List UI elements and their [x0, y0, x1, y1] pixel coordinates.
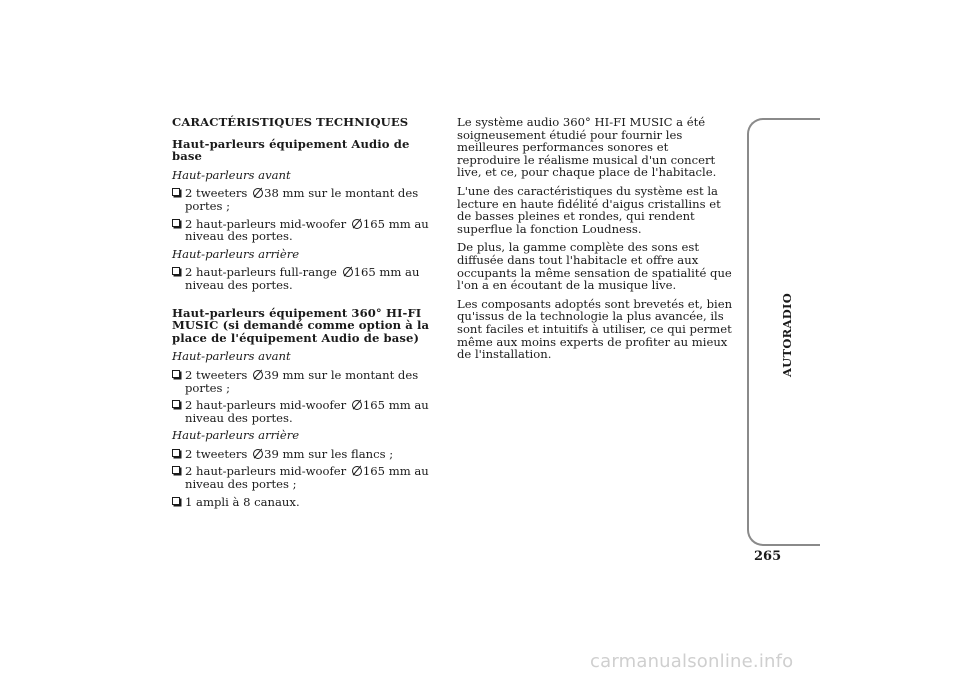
- section2-rear-subheading: Haut-parleurs arrière: [172, 428, 300, 443]
- diameter-icon: [343, 267, 353, 277]
- list-item: [172, 465, 442, 490]
- item-text: 39 mm sur le montant des portes ;: [185, 367, 419, 395]
- list-item: [172, 399, 442, 424]
- item-text: 38 mm sur le montant des portes ;: [185, 186, 419, 213]
- diameter-icon: [352, 219, 362, 229]
- section1-front-subheading: Haut-parleurs avant: [172, 167, 291, 182]
- checkbox-bullet-icon: [172, 267, 180, 275]
- item-text: 2 tweeters: [185, 186, 252, 201]
- item-text: 165 mm au niveau des portes.: [185, 265, 420, 292]
- list-item: [172, 448, 442, 461]
- chapter-tab-label: [777, 290, 797, 380]
- paragraph: L'une des caractéristiques du système est la lecture en haute fidélité d'aigus cristallins et de basses pleines et rondes, qui rendent superflue la fonction Loudness.: [457, 183, 721, 236]
- page-number: 265: [754, 549, 782, 564]
- section1-heading: Haut-parleurs équipement Audio de base: [172, 136, 410, 164]
- diameter-icon: [352, 466, 362, 476]
- list-item: [172, 369, 442, 394]
- item-text: 165 mm au niveau des portes ;: [185, 464, 429, 492]
- item-text: 2 haut-parleurs mid-woofer: [185, 398, 350, 413]
- diameter-icon: [253, 449, 263, 459]
- item-text: 165 mm au niveau des portes.: [185, 216, 429, 244]
- item-text: 39 mm sur les flancs ;: [264, 446, 394, 461]
- list-item: [172, 266, 442, 291]
- list-item: [172, 187, 442, 212]
- section1-rear-subheading: Haut-parleurs arrière: [172, 246, 300, 261]
- checkbox-bullet-icon: [172, 466, 180, 474]
- paragraph: Les composants adoptés sont brevetés et, bien qu'issus de la technologie la plus avancée, ils sont faciles et intuitifs à utiliser, ce qui permet même aux moins experts de profiter au mieux de l'installation.: [457, 296, 733, 362]
- list-item: [172, 218, 442, 243]
- watermark: carmanualsonline.info: [590, 651, 794, 672]
- chapter-label-text: AUTORADIO: [780, 292, 795, 378]
- section-title: CARACTÉRISTIQUES TECHNIQUES: [172, 115, 409, 129]
- section2-front-subheading: Haut-parleurs avant: [172, 349, 291, 364]
- item-text: 1 ampli à 8 canaux.: [185, 494, 300, 509]
- diameter-icon: [352, 400, 362, 410]
- item-text: 2 tweeters: [185, 446, 252, 461]
- paragraph: De plus, la gamme complète des sons est diffusée dans tout l'habitacle et offre aux occupants la même sensation de spatialité que l'on a en écoutant de la musique live.: [457, 240, 732, 293]
- checkbox-bullet-icon: [172, 449, 180, 457]
- left-column: [172, 116, 442, 513]
- section2-heading: Haut-parleurs équipement 360° HI-FI MUSIC (si demandé comme option à la place de l'équipement Audio de base): [172, 305, 430, 345]
- item-text: 2 haut-parleurs mid-woofer: [185, 464, 350, 479]
- item-text: 2 tweeters: [185, 367, 252, 382]
- paragraph: Le système audio 360° HI-FI MUSIC a été soigneusement étudié pour fournir les meilleures performances sonores et reproduire le réalisme musical d'un concert live, et ce, pour chaque place de l'habitacle.: [457, 115, 717, 180]
- checkbox-bullet-icon: [172, 219, 180, 227]
- diameter-icon: [253, 370, 263, 380]
- diameter-icon: [253, 188, 263, 198]
- checkbox-bullet-icon: [172, 188, 180, 196]
- item-text: 165 mm au niveau des portes.: [185, 398, 429, 425]
- item-text: 2 haut-parleurs full-range: [185, 265, 341, 280]
- right-column: [457, 116, 735, 367]
- checkbox-bullet-icon: [172, 400, 180, 408]
- checkbox-bullet-icon: [172, 370, 180, 378]
- checkbox-bullet-icon: [172, 497, 180, 505]
- item-text: 2 haut-parleurs mid-woofer: [185, 216, 350, 231]
- list-item: [172, 496, 442, 509]
